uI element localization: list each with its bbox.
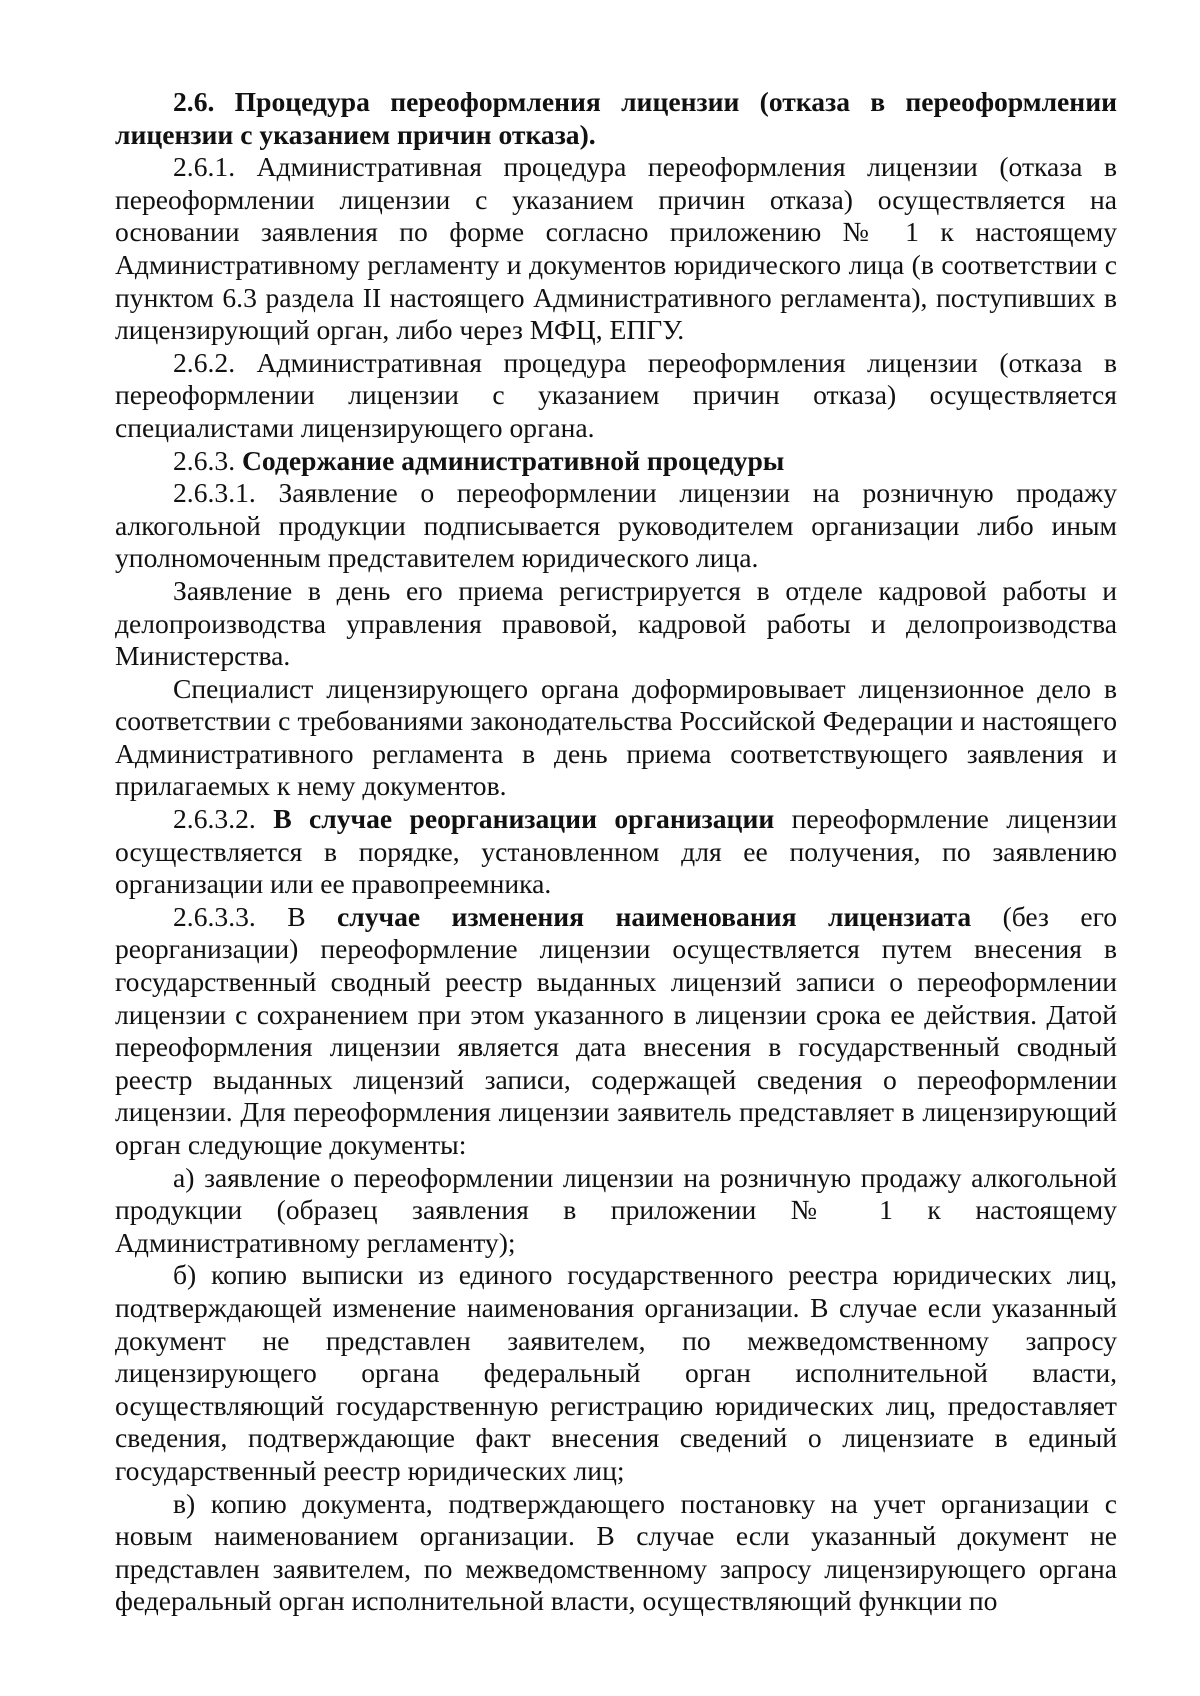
- list-item-a: а) заявление о переоформлении лицензии на розничную продажу алкогольной продукции (образец заявления в приложении № 1 к настоящему Административному регламенту);: [115, 1161, 1117, 1258]
- paragraph-2-6-3-3-text: (без его реорганизации) переоформление лицензии осуществляется путем внесения в государственный сводный реестр выданных лицензий записи о переоформлении лицензии с сохранением при этом указанного в лицензии срока ее действия. Датой переоформления лицензии является дата внесения в государственный сводный реестр выданных лицензий записи, содержащей сведения о переоформлении лицензии. Для переоформления лицензии заявитель представляет в лицензирующий орган следующие документы:: [115, 900, 1118, 1160]
- paragraph-2-6-2: 2.6.2. Административная процедура переоформления лицензии (отказа в переоформлении лицензии с указанием причин отказа) осуществляется специалистами лицензирующего органа.: [115, 346, 1117, 443]
- paragraph-2-6-3-2-text: переоформление лицензии осуществляется в порядке, установленном для ее получения, по заявлению организации или ее правопреемника.: [115, 803, 1117, 900]
- paragraph-2-6-3: [115, 445, 1117, 478]
- paragraph-2-6-3-2-number: 2.6.3.2.: [173, 803, 274, 835]
- paragraph-2-6-3-title: Содержание административной процедуры: [241, 444, 785, 476]
- section-heading: 2.6. Процедура переоформления лицензии (отказа в переоформлении лицензии с указанием причин отказа).: [115, 86, 1117, 150]
- paragraph-2-6-3-3: [115, 901, 1117, 1162]
- document-page: [115, 86, 1117, 1618]
- paragraph-2-6-3-2-emphasis: В случае реорганизации организации: [273, 803, 775, 835]
- paragraph-2-6-3-2: [115, 803, 1117, 901]
- paragraph-2-6-1: 2.6.1. Административная процедура переоформления лицензии (отказа в переоформлении лицензии с указанием причин отказа) осуществляется на основании заявления по форме согласно приложению № 1 к настоящему Административному регламенту и документов юридического лица (в соответствии с пунктом 6.3 раздела II настоящего Административного регламента), поступивших в лицензирующий орган, либо через МФЦ, ЕПГУ.: [115, 151, 1117, 346]
- paragraph-2-6-3-1: 2.6.3.1. Заявление о переоформлении лицензии на розничную продажу алкогольной продукции подписывается руководителем организации либо иным уполномоченным представителем юридического лица.: [115, 477, 1117, 574]
- paragraph-registration: Заявление в день его приема регистрируется в отделе кадровой работы и делопроизводства управления правовой, кадровой работы и делопроизводства Министерства.: [115, 574, 1117, 672]
- paragraph-2-6-3-3-emphasis: случае изменения наименования лицензиата: [337, 900, 972, 932]
- list-item-v: в) копию документа, подтверждающего постановку на учет организации с новым наименованием организации. В случае если указанный документ не представлен заявителем, по межведомственному запросу лицензирующего органа федеральный орган исполнительной власти, осуществляющий функции по: [115, 1487, 1117, 1617]
- paragraph-2-6-3-3-number: 2.6.3.3. В: [173, 900, 338, 932]
- paragraph-specialist: Специалист лицензирующего органа доформировывает лицензионное дело в соответствии с требованиями законодательства Российской Федерации и настоящего Административного регламента в день приема соответствующего заявления и прилагаемых к нему документов.: [115, 672, 1117, 802]
- list-item-b: б) копию выписки из единого государственного реестра юридических лиц, подтверждающей изменение наименования организации. В случае если указанный документ не представлен заявителем, по межведомственному запросу лицензирующего органа федеральный орган исполнительной власти, осуществляющий государственную регистрацию юридических лиц, предоставляет сведения, подтверждающие факт внесения сведений о лицензиате в единый государственный реестр юридических лиц;: [115, 1259, 1117, 1486]
- paragraph-2-6-3-number: 2.6.3.: [173, 444, 242, 476]
